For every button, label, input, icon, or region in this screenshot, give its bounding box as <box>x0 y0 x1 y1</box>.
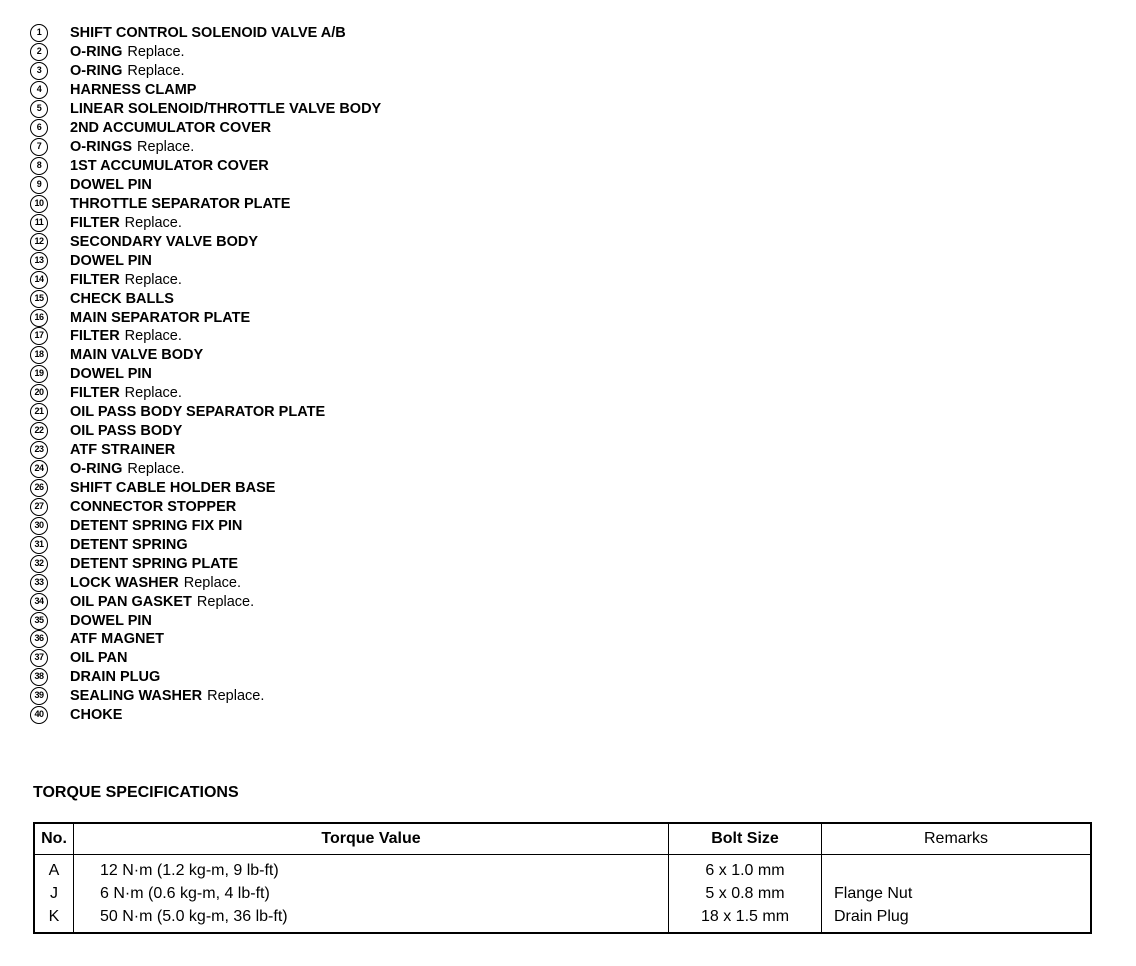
list-item <box>30 138 381 157</box>
part-number-badge: 32 <box>30 555 48 573</box>
part-name: OIL PASS BODY <box>70 423 183 440</box>
part-text <box>70 499 236 515</box>
list-item <box>30 176 381 195</box>
part-number-badge: 6 <box>30 119 48 137</box>
part-text <box>70 272 182 288</box>
part-number-badge: 21 <box>30 403 48 421</box>
part-name: DOWEL PIN <box>70 176 152 193</box>
part-name: ATF STRAINER <box>70 442 176 459</box>
torque-specifications-title: TORQUE SPECIFICATIONS <box>33 784 239 801</box>
part-name: OIL PAN <box>70 650 128 667</box>
row-no: J <box>34 882 74 905</box>
part-name: SEALING WASHER <box>70 688 203 705</box>
list-item <box>30 24 381 43</box>
part-text <box>70 291 174 307</box>
part-number-badge: 1 <box>30 24 48 42</box>
part-number-badge: 24 <box>30 460 48 478</box>
row-torque-value: 6 N·m (0.6 kg-m, 4 lb-ft) <box>74 882 669 905</box>
part-text <box>70 139 194 155</box>
list-item <box>30 535 381 554</box>
part-name: SHIFT CONTROL SOLENOID VALVE A/B <box>70 25 346 42</box>
list-item <box>30 346 381 365</box>
table-row <box>34 905 1091 933</box>
part-text <box>70 215 182 231</box>
part-number-badge: 3 <box>30 62 48 80</box>
part-text <box>70 537 188 553</box>
list-item <box>30 592 381 611</box>
list-item <box>30 441 381 460</box>
part-text <box>70 385 182 401</box>
parts-list <box>30 24 381 725</box>
part-name: DOWEL PIN <box>70 252 152 269</box>
part-note: Replace. <box>196 593 255 610</box>
part-note: Replace. <box>183 574 241 591</box>
part-name: FILTER <box>70 271 120 288</box>
part-number-badge: 15 <box>30 290 48 308</box>
part-note: Replace. <box>137 139 195 156</box>
list-item <box>30 611 381 630</box>
part-text <box>70 707 122 723</box>
list-item <box>30 460 381 479</box>
header-remarks: Remarks <box>822 823 1092 855</box>
list-item <box>30 422 381 441</box>
part-text <box>70 688 264 704</box>
part-name: 2ND ACCUMULATOR COVER <box>70 120 272 137</box>
part-number-badge: 20 <box>30 384 48 402</box>
part-text <box>70 63 185 79</box>
part-number-badge: 4 <box>30 81 48 99</box>
list-item <box>30 251 381 270</box>
row-no: A <box>34 855 74 883</box>
part-text <box>70 556 238 572</box>
list-item <box>30 630 381 649</box>
part-number-badge: 30 <box>30 517 48 535</box>
part-text <box>70 101 381 117</box>
part-number-badge: 37 <box>30 649 48 667</box>
part-number-badge: 12 <box>30 233 48 251</box>
row-remarks <box>822 855 1092 883</box>
part-note: Replace. <box>124 271 182 288</box>
part-name: SECONDARY VALVE BODY <box>70 233 258 250</box>
part-name: DETENT SPRING <box>70 536 188 553</box>
part-number-badge: 38 <box>30 668 48 686</box>
row-bolt-size: 18 x 1.5 mm <box>669 905 822 933</box>
part-name: LINEAR SOLENOID/THROTTLE VALVE BODY <box>70 101 382 118</box>
part-number-badge: 16 <box>30 309 48 327</box>
part-text <box>70 25 346 41</box>
part-text <box>70 442 175 458</box>
part-name: O-RINGS <box>70 139 133 156</box>
part-note: Replace. <box>124 385 182 402</box>
row-remarks: Flange Nut <box>822 882 1092 905</box>
part-name: MAIN SEPARATOR PLATE <box>70 309 251 326</box>
part-number-badge: 10 <box>30 195 48 213</box>
list-item <box>30 365 381 384</box>
part-text <box>70 82 196 98</box>
part-text <box>70 328 182 344</box>
table-row <box>34 882 1091 905</box>
part-name: DETENT SPRING FIX PIN <box>70 517 243 534</box>
list-item <box>30 157 381 176</box>
part-name: CONNECTOR STOPPER <box>70 498 237 515</box>
part-number-badge: 40 <box>30 706 48 724</box>
list-item <box>30 62 381 81</box>
part-name: FILTER <box>70 328 120 345</box>
part-number-badge: 27 <box>30 498 48 516</box>
torque-table-header <box>34 823 1091 855</box>
list-item <box>30 403 381 422</box>
torque-table <box>33 822 1092 934</box>
part-text <box>70 423 182 439</box>
list-item <box>30 706 381 725</box>
part-number-badge: 11 <box>30 214 48 232</box>
list-item <box>30 119 381 138</box>
part-text <box>70 158 269 174</box>
part-text <box>70 613 152 629</box>
part-name: MAIN VALVE BODY <box>70 347 204 364</box>
part-number-badge: 5 <box>30 100 48 118</box>
part-text <box>70 669 160 685</box>
list-item <box>30 213 381 232</box>
part-text <box>70 120 271 136</box>
list-item <box>30 384 381 403</box>
part-number-badge: 17 <box>30 327 48 345</box>
part-name: FILTER <box>70 385 120 402</box>
part-text <box>70 461 185 477</box>
part-text <box>70 366 152 382</box>
part-number-badge: 36 <box>30 630 48 648</box>
part-text <box>70 196 290 212</box>
part-name: DOWEL PIN <box>70 612 152 629</box>
part-text <box>70 234 258 250</box>
list-item <box>30 43 381 62</box>
part-number-badge: 31 <box>30 536 48 554</box>
part-number-badge: 33 <box>30 574 48 592</box>
part-name: ATF MAGNET <box>70 631 164 648</box>
part-name: O-RING <box>70 63 123 80</box>
part-text <box>70 404 325 420</box>
list-item <box>30 81 381 100</box>
list-item <box>30 573 381 592</box>
part-text <box>70 594 254 610</box>
part-name: OIL PASS BODY SEPARATOR PLATE <box>70 404 326 421</box>
part-note: Replace. <box>207 688 265 705</box>
list-item <box>30 327 381 346</box>
part-number-badge: 8 <box>30 157 48 175</box>
part-number-badge: 22 <box>30 422 48 440</box>
list-item <box>30 649 381 668</box>
part-note: Replace. <box>127 461 185 478</box>
part-text <box>70 310 250 326</box>
list-item <box>30 289 381 308</box>
part-number-badge: 9 <box>30 176 48 194</box>
part-note: Replace. <box>127 63 185 80</box>
part-number-badge: 35 <box>30 612 48 630</box>
list-item <box>30 479 381 498</box>
part-name: LOCK WASHER <box>70 574 179 591</box>
part-text <box>70 44 185 60</box>
part-text <box>70 253 152 269</box>
part-text <box>70 650 127 666</box>
part-text <box>70 480 275 496</box>
part-name: DRAIN PLUG <box>70 669 161 686</box>
part-note: Replace. <box>127 44 185 61</box>
row-no: K <box>34 905 74 933</box>
list-item <box>30 194 381 213</box>
list-item <box>30 232 381 251</box>
part-text <box>70 631 164 647</box>
part-name: HARNESS CLAMP <box>70 82 197 99</box>
part-text <box>70 177 152 193</box>
part-name: SHIFT CABLE HOLDER BASE <box>70 479 276 496</box>
part-name: OIL PAN GASKET <box>70 593 192 610</box>
part-name: FILTER <box>70 214 120 231</box>
row-bolt-size: 5 x 0.8 mm <box>669 882 822 905</box>
row-torque-value: 50 N·m (5.0 kg-m, 36 lb-ft) <box>74 905 669 933</box>
row-bolt-size: 6 x 1.0 mm <box>669 855 822 883</box>
part-number-badge: 19 <box>30 365 48 383</box>
header-bolt-size: Bolt Size <box>669 823 822 855</box>
part-number-badge: 13 <box>30 252 48 270</box>
part-number-badge: 26 <box>30 479 48 497</box>
list-item <box>30 687 381 706</box>
header-no: No. <box>34 823 74 855</box>
part-name: THROTTLE SEPARATOR PLATE <box>70 195 291 212</box>
part-note: Replace. <box>124 328 182 345</box>
part-number-badge: 2 <box>30 43 48 61</box>
list-item <box>30 554 381 573</box>
part-name: 1ST ACCUMULATOR COVER <box>70 158 269 175</box>
list-item <box>30 270 381 289</box>
part-name: O-RING <box>70 44 123 61</box>
part-number-badge: 39 <box>30 687 48 705</box>
part-text <box>70 518 242 534</box>
row-remarks: Drain Plug <box>822 905 1092 933</box>
part-number-badge: 14 <box>30 271 48 289</box>
table-row <box>34 855 1091 883</box>
part-name: CHOKE <box>70 707 123 724</box>
list-item <box>30 497 381 516</box>
part-number-badge: 18 <box>30 346 48 364</box>
part-number-badge: 7 <box>30 138 48 156</box>
part-number-badge: 23 <box>30 441 48 459</box>
part-name: DETENT SPRING PLATE <box>70 555 239 572</box>
part-text <box>70 347 203 363</box>
part-name: CHECK BALLS <box>70 290 174 307</box>
part-name: DOWEL PIN <box>70 366 152 383</box>
list-item <box>30 516 381 535</box>
part-text <box>70 575 241 591</box>
part-note: Replace. <box>124 214 182 231</box>
header-torque-value: Torque Value <box>74 823 669 855</box>
part-number-badge: 34 <box>30 593 48 611</box>
list-item <box>30 668 381 687</box>
list-item <box>30 100 381 119</box>
row-torque-value: 12 N·m (1.2 kg-m, 9 lb-ft) <box>74 855 669 883</box>
part-name: O-RING <box>70 461 123 478</box>
list-item <box>30 308 381 327</box>
